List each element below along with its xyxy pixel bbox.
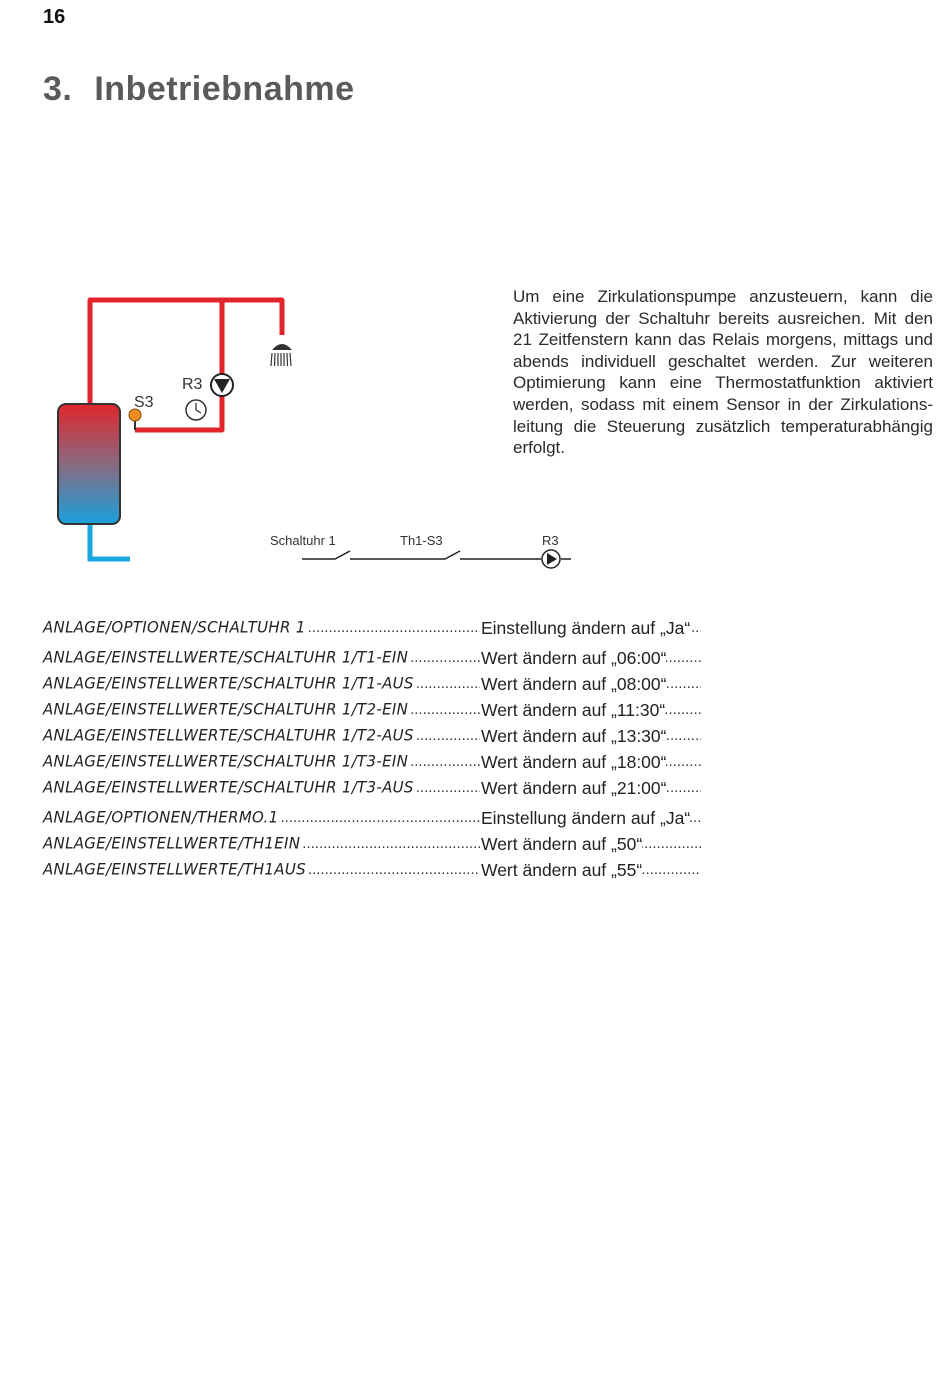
pump-icon — [211, 374, 233, 396]
menu-settings-list — [43, 618, 703, 886]
circulation-diagram — [0, 280, 600, 580]
menu-value: Wert ändern auf „11:30“ — [481, 700, 666, 720]
menu-path: ANLAGE/EINSTELLWERTE/SCHALTUHR 1/T2-EIN — [43, 699, 409, 719]
description-text: Um eine Zirkulationspumpe anzusteuern, kann die Aktivierung der Schaltuhr bereits ausreichen. Mit den 21 Zeitfenstern kann das Relais morgens, mittags und abends individuell geschaltet werden. Zur weiteren Optimierung kann eine Thermostatfunktion aktiviert werden, sodass mit einem Sensor in der Zirkulations-leitung die Steuerung zusätzlich temperaturabhängig erfolgt. — [513, 287, 933, 458]
shower-icon — [271, 344, 292, 366]
menu-row — [43, 834, 703, 860]
section-heading — [43, 70, 355, 109]
menu-value: Einstellung ändern auf „Ja“ — [481, 808, 691, 828]
menu-path: ANLAGE/EINSTELLWERTE/SCHALTUHR 1/T2-AUS — [43, 725, 414, 745]
sensor-icon — [129, 409, 141, 430]
menu-path: ANLAGE/EINSTELLWERTE/SCHALTUHR 1/T1-AUS — [43, 673, 414, 693]
menu-row — [43, 726, 703, 752]
menu-path: ANLAGE/EINSTELLWERTE/TH1AUS — [43, 859, 306, 879]
menu-value: Wert ändern auf „13:30“ — [481, 726, 667, 746]
relay-label: R3 — [182, 376, 203, 393]
sensor-label: S3 — [134, 394, 154, 411]
menu-value: Wert ändern auf „55“ — [481, 860, 643, 880]
menu-row — [43, 700, 703, 726]
logic-label-timer: Schaltuhr 1 — [270, 533, 336, 548]
clock-icon — [186, 400, 206, 420]
relay-pump-icon — [542, 550, 560, 568]
menu-row — [43, 648, 703, 674]
menu-row — [43, 618, 703, 644]
section-number: 3. — [43, 70, 73, 108]
menu-path: ANLAGE/EINSTELLWERTE/SCHALTUHR 1/T3-AUS — [43, 777, 414, 797]
menu-row — [43, 860, 703, 886]
menu-value: Wert ändern auf „21:00“ — [481, 778, 667, 798]
menu-value: Einstellung ändern auf „Ja“ — [481, 618, 691, 638]
menu-value: Wert ändern auf „06:00“ — [481, 648, 667, 668]
menu-path: ANLAGE/EINSTELLWERTE/TH1EIN — [43, 833, 301, 853]
menu-row — [43, 808, 703, 834]
menu-value: Wert ändern auf „08:00“ — [481, 674, 667, 694]
menu-path: ANLAGE/OPTIONEN/SCHALTUHR 1 — [43, 617, 306, 637]
switch-logic-line — [302, 551, 571, 559]
logic-label-relay: R3 — [542, 533, 559, 548]
section-title: Inbetriebnahme — [94, 70, 355, 108]
page-number: 16 — [43, 6, 66, 28]
logic-label-thermo: Th1-S3 — [400, 533, 443, 548]
menu-row — [43, 752, 703, 778]
menu-row — [43, 778, 703, 804]
menu-row — [43, 674, 703, 700]
menu-path: ANLAGE/EINSTELLWERTE/SCHALTUHR 1/T1-EIN — [43, 647, 409, 667]
storage-tank — [58, 404, 120, 524]
cold-water-pipe — [90, 520, 130, 559]
menu-path: ANLAGE/EINSTELLWERTE/SCHALTUHR 1/T3-EIN — [43, 751, 409, 771]
menu-value: Wert ändern auf „50“ — [481, 834, 643, 854]
menu-value: Wert ändern auf „18:00“ — [481, 752, 667, 772]
menu-path: ANLAGE/OPTIONEN/THERMO.1 — [43, 807, 279, 827]
